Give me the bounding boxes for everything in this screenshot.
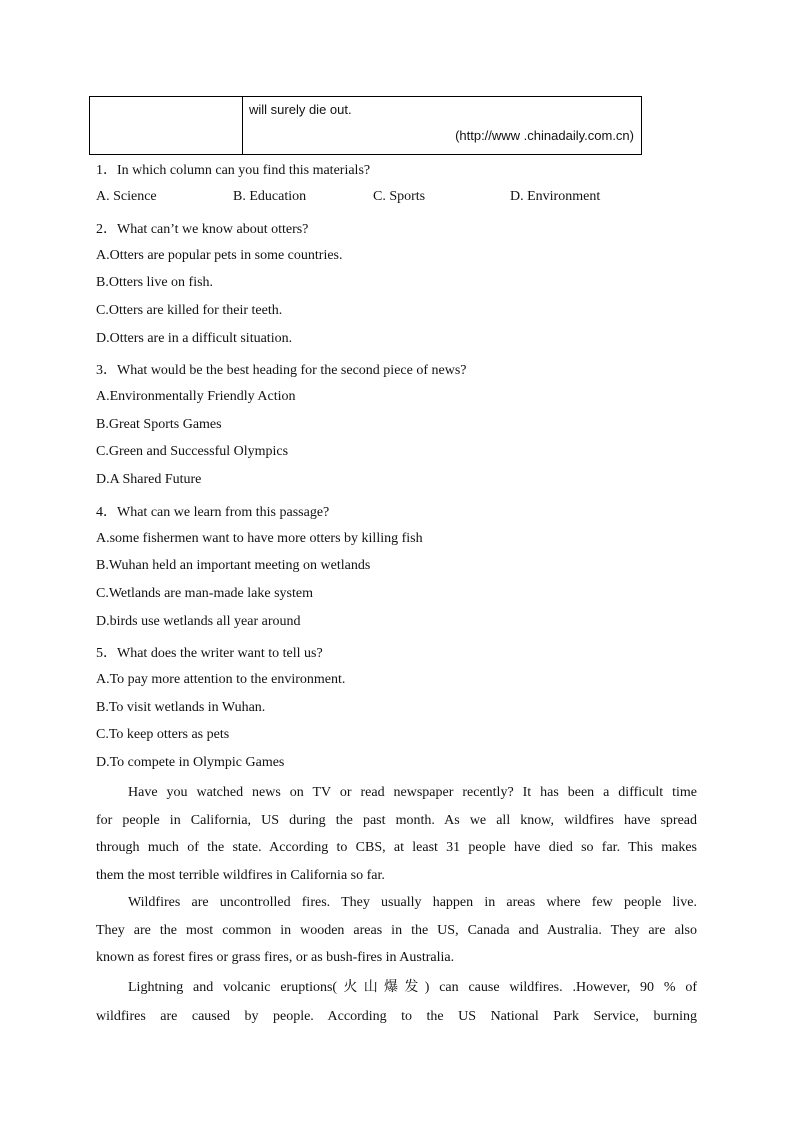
paragraph-line: wildfires are caused by people. According to the US National Park Service, burning <box>96 1009 697 1024</box>
paragraph-line: for people in California, US during the past month. As we all know, wildfires have spread <box>96 812 697 828</box>
news-table <box>89 96 642 155</box>
q5-option-b: B.To visit wetlands in Wuhan. <box>96 700 266 715</box>
q2-option-b: B.Otters live on fish. <box>96 275 214 290</box>
paragraph-line <box>96 977 697 1007</box>
q4-option-b: B.Wuhan held an important meeting on wetlands <box>96 558 371 573</box>
q3-option-b: B.Great Sports Games <box>96 417 222 432</box>
chinese-gloss: 火山爆发 <box>337 979 425 995</box>
q1-option-c: C. Sports <box>373 189 426 204</box>
q3-option-a: A.Environmentally Friendly Action <box>96 389 296 404</box>
question-3-stem: 3．What would be the best heading for the second piece of news? <box>96 363 467 378</box>
table-divider <box>242 97 243 154</box>
q2-option-c: C.Otters are killed for their teeth. <box>96 303 283 318</box>
passage-paragraph-3 <box>96 977 697 1035</box>
q5-option-d: D.To compete in Olympic Games <box>96 755 285 770</box>
q1-option-a: A. Science <box>96 189 157 204</box>
paragraph-text: Lightning and volcanic eruptions( <box>128 980 338 995</box>
passage-paragraph-1 <box>96 783 697 893</box>
q5-option-c: C.To keep otters as pets <box>96 727 230 742</box>
paragraph-line: Have you watched news on TV or read newspaper recently? It has been a difficult time <box>128 785 697 800</box>
q1-option-b: B. Education <box>233 189 307 204</box>
paragraph-line: through much of the state. According to CBS, at least 31 people have died so far. This makes <box>96 840 697 855</box>
q5-option-a: A.To pay more attention to the environment. <box>96 672 346 687</box>
paragraph-line: them the most terrible wildfires in California so far. <box>96 867 385 883</box>
question-2-stem: 2．What can’t we know about otters? <box>96 222 309 237</box>
paragraph-line: They are the most common in wooden areas in the US, Canada and Australia. They are also <box>96 922 697 938</box>
q4-option-a: A.some fishermen want to have more otters by killing fish <box>96 531 423 546</box>
table-source: (http://www .chinadaily.com.cn) <box>455 128 634 143</box>
q4-option-c: C.Wetlands are man-made lake system <box>96 586 313 601</box>
paragraph-line: known as forest fires or grass fires, or as bush-fires in Australia. <box>96 950 455 965</box>
table-cell-text: will surely die out. <box>249 102 352 117</box>
q2-option-d: D.Otters are in a difficult situation. <box>96 331 293 346</box>
question-5-stem: 5．What does the writer want to tell us? <box>96 646 323 661</box>
question-1-stem: 1．In which column can you find this materials? <box>96 163 371 178</box>
question-1-options <box>96 189 656 209</box>
passage-paragraph-2 <box>96 893 697 976</box>
q2-option-a: A.Otters are popular pets in some countries. <box>96 248 343 263</box>
paragraph-line: Wildfires are uncontrolled fires. They usually happen in areas where few people live. <box>128 895 697 910</box>
paragraph-text: ) can cause wildfires. .However, 90 % of <box>424 980 697 995</box>
q3-option-c: C.Green and Successful Olympics <box>96 444 289 459</box>
question-4-stem: 4．What can we learn from this passage? <box>96 505 330 520</box>
q4-option-d: D.birds use wetlands all year around <box>96 614 301 629</box>
q1-option-d: D. Environment <box>510 189 601 204</box>
q3-option-d: D.A Shared Future <box>96 472 202 487</box>
